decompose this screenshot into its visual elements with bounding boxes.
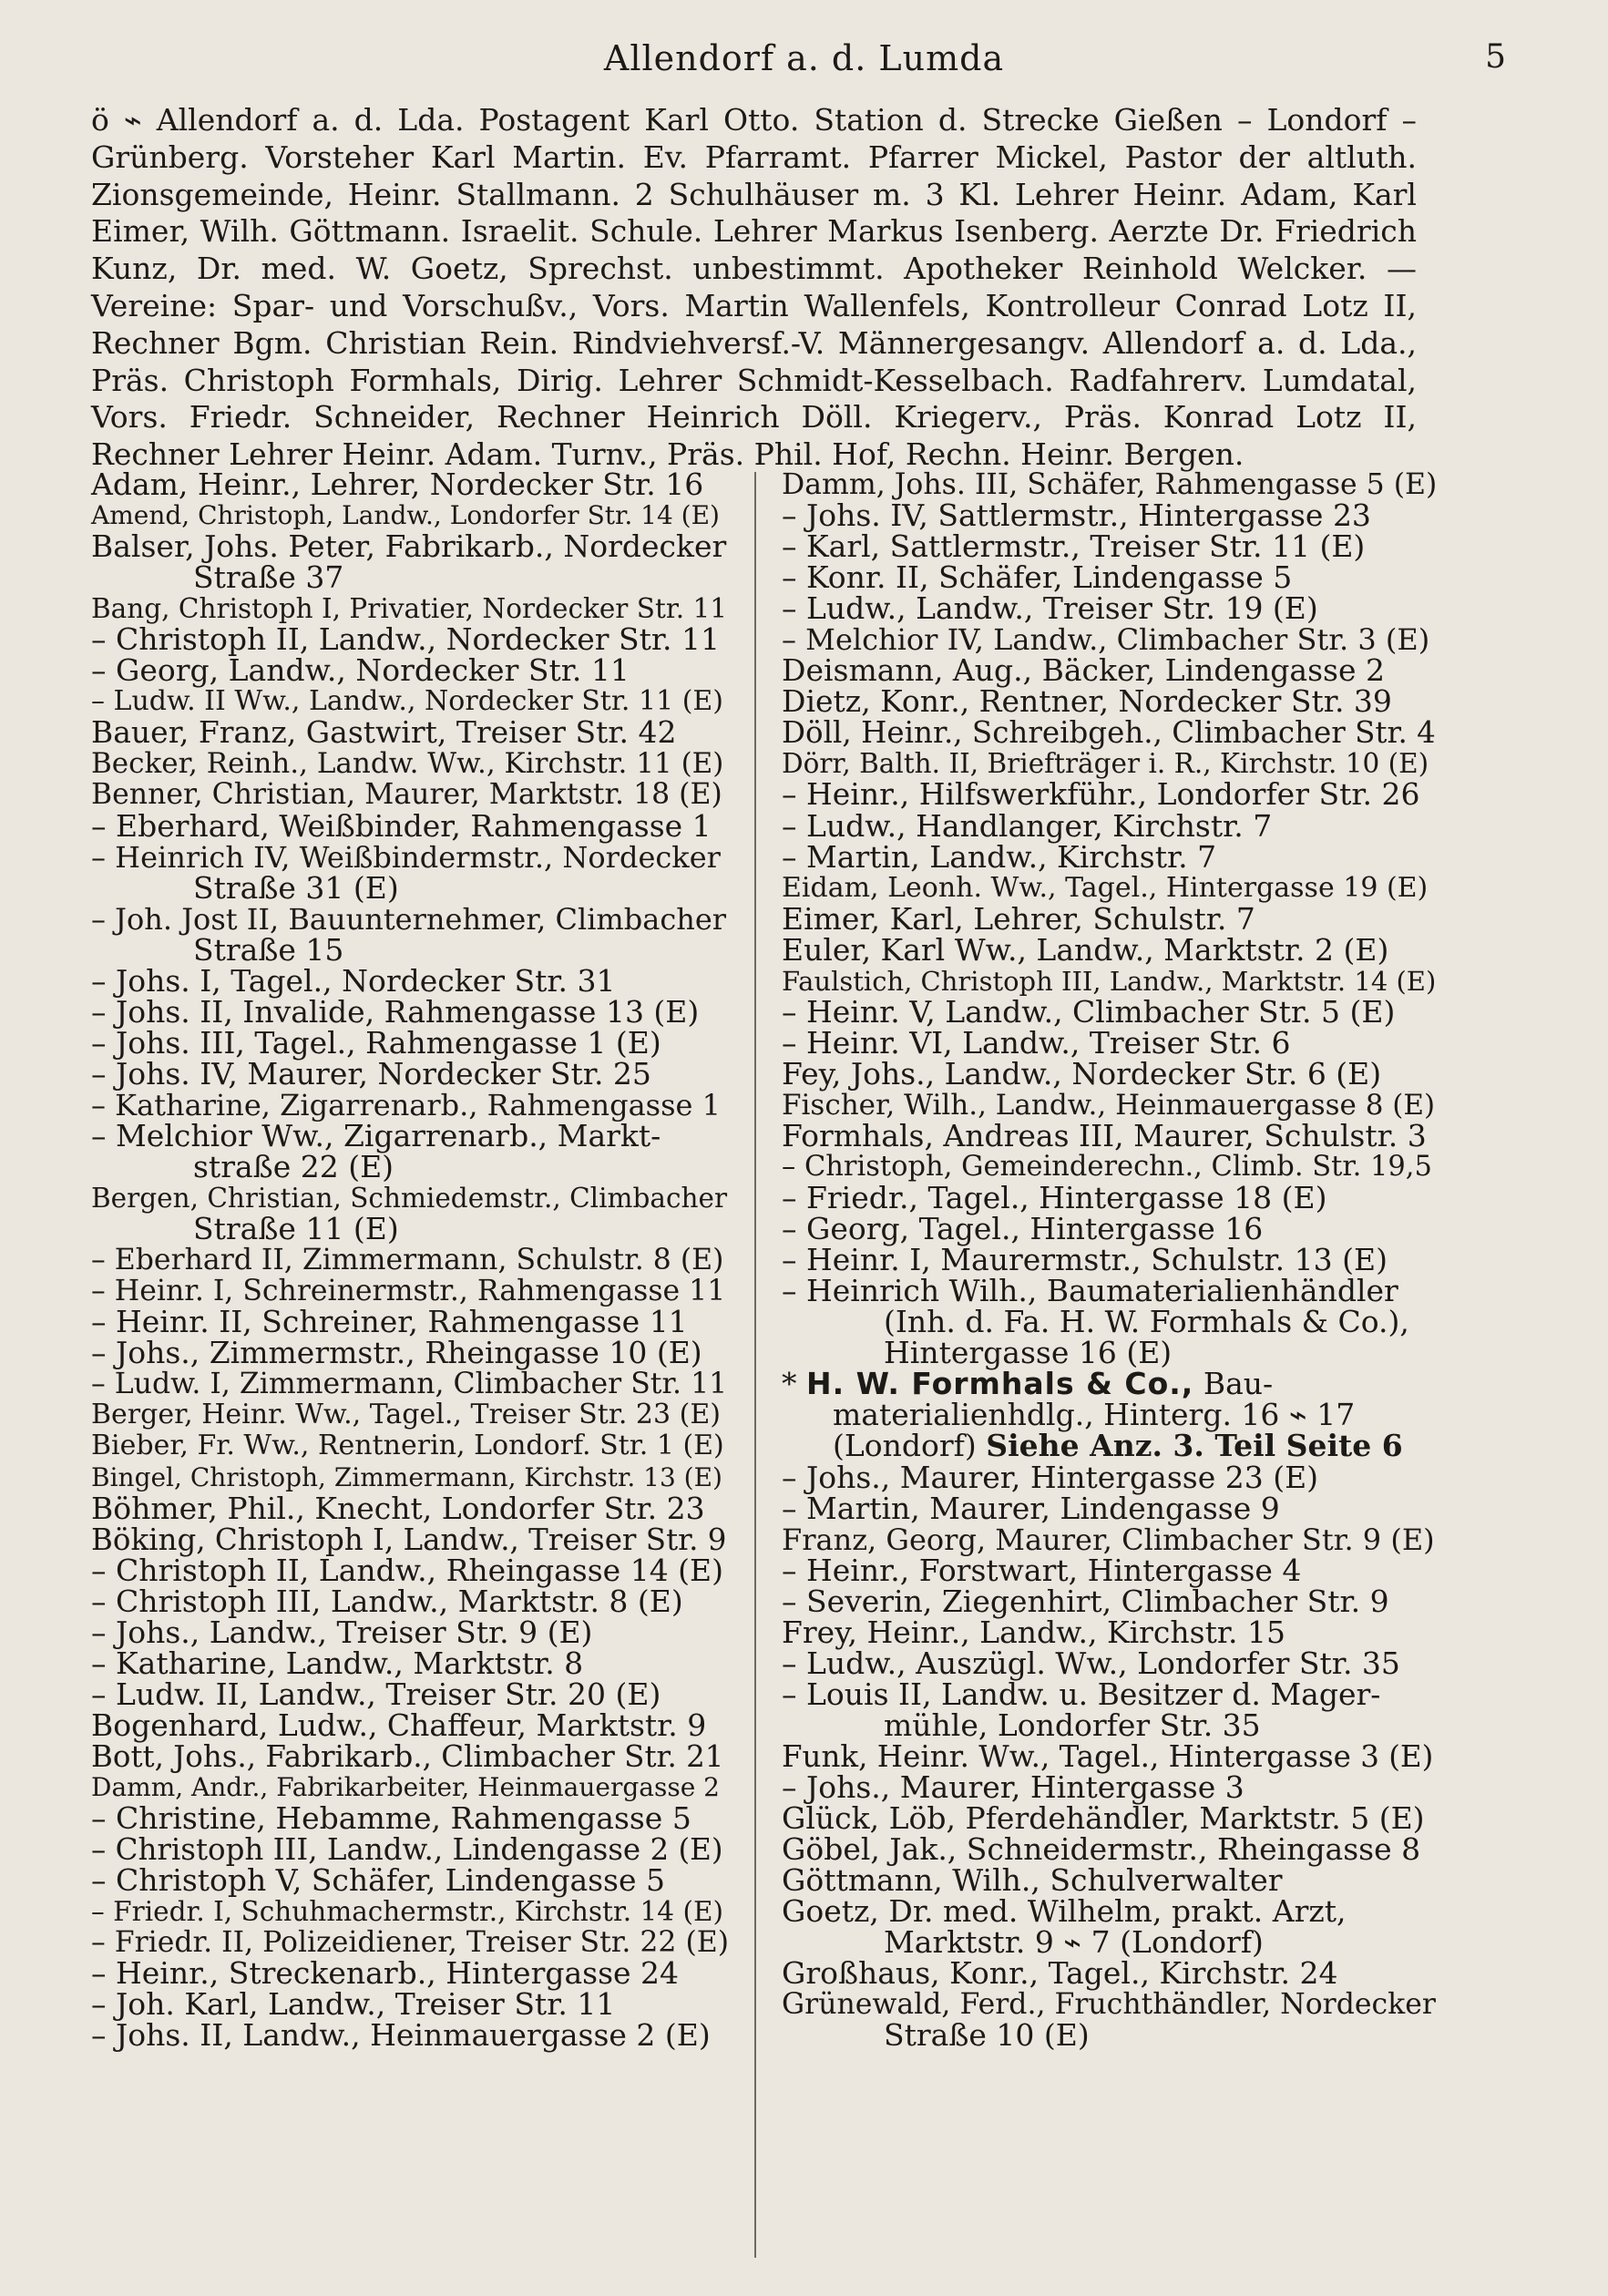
directory-entry: Glück, Löb, Pferdehändler, Marktstr. 5 (E) xyxy=(782,1800,1425,1837)
directory-entry: – Ludw. II, Landw., Treiser Str. 20 (E) xyxy=(91,1676,661,1712)
page-header xyxy=(0,38,1608,93)
directory-entry: – Eberhard II, Zimmermann, Schulstr. 8 (E) xyxy=(91,1244,724,1277)
directory-entry: – Heinr., Hilfswerkführ., Londorfer Str. 26 xyxy=(782,776,1420,813)
directory-entry: Bingel, Christoph, Zimmermann, Kirchstr. 13 (E) xyxy=(91,1461,722,1492)
directory-entry: Funk, Heinr. Ww., Tagel., Hintergasse 3 (E) xyxy=(782,1738,1434,1774)
directory-entry: Frey, Heinr., Landw., Kirchstr. 15 xyxy=(782,1614,1285,1650)
directory-entry: – Ludw., Auszügl. Ww., Londorfer Str. 35 xyxy=(782,1645,1400,1681)
directory-entry: – Johs., Maurer, Hintergasse 23 (E) xyxy=(782,1459,1319,1495)
directory-entry: Balser, Johs. Peter, Fabrikarb., Nordecker xyxy=(91,528,727,565)
directory-entry: – Ludw. II Ww., Landw., Nordecker Str. 11 (E) xyxy=(91,685,723,718)
directory-entry: Grünewald, Ferd., Fruchthändler, Nordecker xyxy=(782,1988,1436,2022)
directory-entry: – Severin, Ziegenhirt, Climbacher Str. 9 xyxy=(782,1583,1389,1619)
directory-entry: – Christine, Hebamme, Rahmengasse 5 xyxy=(91,1800,691,1837)
directory-entry: – Johs., Zimmermstr., Rheingasse 10 (E) xyxy=(91,1335,702,1371)
directory-entry: Goetz, Dr. med. Wilhelm, prakt. Arzt, xyxy=(782,1893,1347,1930)
directory-entry: – Ludw. I, Zimmermann, Climbacher Str. 11 xyxy=(91,1368,728,1401)
directory-entry: Faulstich, Christoph III, Landw., Marktstr. 14 (E) xyxy=(782,965,1437,997)
directory-entry: Fischer, Wilh., Landw., Heinmauergasse 8 (E) xyxy=(782,1088,1436,1122)
directory-entry: (Inh. d. Fa. H. W. Formhals & Co.), xyxy=(884,1304,1409,1340)
directory-entry: Straße 10 (E) xyxy=(884,2017,1090,2054)
directory-entry: – Friedr. II, Polizeidiener, Treiser Str. 22 (E) xyxy=(91,1926,730,1960)
right-column xyxy=(782,468,1438,2054)
directory-entry: – Georg, Tagel., Hintergasse 16 xyxy=(782,1211,1264,1247)
directory-entry: – Heinr. V, Landw., Climbacher Str. 5 (E) xyxy=(782,993,1396,1030)
directory-entry: – Ludw., Handlanger, Kirchstr. 7 xyxy=(782,807,1273,844)
directory-entry: – Friedr. I, Schuhmachermstr., Kirchstr. 14 (E) xyxy=(91,1896,723,1928)
directory-entry: – Heinr. II, Schreiner, Rahmengasse 11 xyxy=(91,1304,688,1340)
page-title: Allendorf a. d. Lumda xyxy=(603,38,1005,78)
directory-entry: – Christoph II, Landw., Rheingasse 14 (E) xyxy=(91,1552,724,1588)
directory-entry: – Johs. IV, Maurer, Nordecker Str. 25 xyxy=(91,1055,651,1092)
directory-entry: – Heinr. VI, Landw., Treiser Str. 6 xyxy=(782,1024,1291,1061)
directory-entry: Hintergasse 16 (E) xyxy=(884,1335,1173,1371)
directory-entry: Fey, Johs., Landw., Nordecker Str. 6 (E) xyxy=(782,1055,1382,1092)
directory-entry: – Heinrich IV, Weißbindermstr., Nordecker xyxy=(91,839,721,875)
directory-entry: – Joh. Karl, Landw., Treiser Str. 11 xyxy=(91,1986,616,2023)
directory-entry: Berger, Heinr. Ww., Tagel., Treiser Str. 23 (E) xyxy=(91,1399,721,1431)
directory-entry: straße 22 (E) xyxy=(193,1149,394,1185)
directory-entry: Amend, Christoph, Landw., Londorfer Str. 14 (E) xyxy=(91,500,720,531)
directory-entry: Straße 31 (E) xyxy=(193,869,399,906)
directory-entry: – Heinr. I, Schreinermstr., Rahmengasse 11 xyxy=(91,1275,726,1308)
ad-reference: Siehe Anz. 3. Teil Seite 6 xyxy=(986,1428,1403,1464)
ad-company-name: H. W. Formhals & Co., xyxy=(806,1366,1194,1402)
ad-text-1: Bau- xyxy=(1203,1366,1274,1402)
directory-entry: Eidam, Leonh. Ww., Tagel., Hintergasse 19 (E) xyxy=(782,871,1429,904)
intro-paragraph: ö ⌁ Allendorf a. d. Lda. Postagent Karl Otto. Station d. Strecke Gießen – Londorf – Grünberg. Vorsteher Karl Martin. Ev. Pfarramt. Pfarrer Mickel, Pastor der altluth. Zionsgemeinde, Heinr. Stallmann. 2 Schulhäuser m. 3 Kl. Lehrer Heinr. Adam, Karl Eimer, Wilh. Göttmann. Israelit. Schule. Lehrer Markus Isenberg. Aerzte Dr. Friedrich Kunz, Dr. med. W. Goetz, Sprechst. unbestimmt. Apotheker Reinhold Welcker. — Vereine: Spar- und Vorschußv., Vors. Martin Wallenfels, Kontrolleur Conrad Lotz II, Rechner Bgm. Christian Rein. Rindviehversf.-V. Männergesangv. Allendorf a. d. Lda., Präs. Christoph Formhals, Dirig. Lehrer Schmidt-Kesselbach. Radfahrerv. Lumdatal, Vors. Friedr. Schneider, Rechner Heinrich Döll. Kriegerv., Präs. Konrad Lotz II, Rechner Lehrer Heinr. Adam. Turnv., Präs. Phil. Hof, Rechn. Heinr. Bergen. xyxy=(91,102,1417,473)
directory-entry: – Christoph III, Landw., Lindengasse 2 (E) xyxy=(91,1832,723,1868)
directory-entry: – Christoph II, Landw., Nordecker Str. 11 xyxy=(91,621,721,658)
directory-entry: Göbel, Jak., Schneidermstr., Rheingasse 8 xyxy=(782,1831,1421,1868)
ad-text-2: materialienhdlg., Hinterg. 16 ⌁ 17 xyxy=(833,1397,1356,1433)
directory-entry: Eimer, Karl, Lehrer, Schulstr. 7 xyxy=(782,900,1255,937)
directory-entry: Bauer, Franz, Gastwirt, Treiser Str. 42 xyxy=(91,714,677,751)
directory-entry: – Eberhard, Weißbinder, Rahmengasse 1 xyxy=(91,807,712,844)
column-divider xyxy=(754,472,756,2258)
directory-entry: – Melchior Ww., Zigarrenarb., Markt- xyxy=(91,1117,661,1153)
directory-entry: Straße 37 xyxy=(193,559,344,596)
directory-entry: – Joh. Jost II, Bauunternehmer, Climbacher xyxy=(91,901,727,937)
directory-entry: – Christoph III, Landw., Marktstr. 8 (E) xyxy=(91,1583,683,1619)
directory-entry: – Johs. I, Tagel., Nordecker Str. 31 xyxy=(91,962,616,999)
directory-entry: Bergen, Christian, Schmiedemstr., Climbacher xyxy=(91,1183,728,1215)
directory-entry: – Friedr., Tagel., Hintergasse 18 (E) xyxy=(782,1180,1327,1216)
directory-entry: – Louis II, Landw. u. Besitzer d. Mager- xyxy=(782,1676,1381,1712)
directory-entry: Damm, Andr., Fabrikarbeiter, Heinmauergasse 2 xyxy=(91,1771,720,1802)
directory-entry: – Ludw., Landw., Treiser Str. 19 (E) xyxy=(782,590,1318,627)
directory-entry: – Katharine, Zigarrenarb., Rahmengasse 1 xyxy=(91,1087,721,1122)
directory-entry: – Konr. II, Schäfer, Lindengasse 5 xyxy=(782,559,1293,596)
page-number: 5 xyxy=(1485,38,1506,76)
directory-entry: – Johs., Landw., Treiser Str. 9 (E) xyxy=(91,1614,593,1650)
directory-entry: – Johs. II, Landw., Heinmauergasse 2 (E) xyxy=(91,2017,711,2054)
directory-entry: Formhals, Andreas III, Maurer, Schulstr. 3 xyxy=(782,1117,1427,1153)
directory-entry: Marktstr. 9 ⌁ 7 (Londorf) xyxy=(884,1924,1264,1961)
directory-entry: Straße 11 (E) xyxy=(193,1211,399,1247)
directory-entry: Franz, Georg, Maurer, Climbacher Str. 9 (E) xyxy=(782,1522,1435,1557)
directory-entry: Adam, Heinr., Lehrer, Nordecker Str. 16 xyxy=(91,466,704,502)
directory-entry: Benner, Christian, Maurer, Marktstr. 18 (E) xyxy=(91,778,722,812)
directory-entry: – Heinr., Forstwart, Hintergasse 4 xyxy=(782,1552,1302,1588)
directory-entry: Dietz, Konr., Rentner, Nordecker Str. 39 xyxy=(782,683,1392,720)
directory-entry: – Heinrich Wilh., Baumaterialienhändler xyxy=(782,1273,1398,1309)
directory-entry: – Heinr. I, Maurermstr., Schulstr. 13 (E) xyxy=(782,1242,1388,1278)
directory-entry: Straße 15 xyxy=(193,931,344,968)
directory-entry: – Christoph V, Schäfer, Lindengasse 5 xyxy=(91,1862,665,1899)
left-column xyxy=(91,466,730,2054)
directory-entry: Böhmer, Phil., Knecht, Londorfer Str. 23 xyxy=(91,1490,705,1526)
directory-entry: Bieber, Fr. Ww., Rentnerin, Londorf. Str. 1 (E) xyxy=(91,1430,724,1462)
directory-entry: – Johs. II, Invalide, Rahmengasse 13 (E) xyxy=(91,993,700,1030)
directory-entry: Bogenhard, Ludw., Chaffeur, Marktstr. 9 xyxy=(91,1707,707,1743)
ad-text-3: (Londorf) xyxy=(833,1428,977,1464)
directory-entry: – Johs. IV, Sattlermstr., Hintergasse 23 xyxy=(782,497,1371,534)
directory-entry: – Martin, Landw., Kirchstr. 7 xyxy=(782,838,1217,875)
directory-entry: – Georg, Landw., Nordecker Str. 11 xyxy=(91,652,630,689)
directory-entry: Großhaus, Konr., Tagel., Kirchstr. 24 xyxy=(782,1955,1338,1992)
directory-entry: Bott, Johs., Fabrikarb., Climbacher Str. 21 xyxy=(91,1738,724,1774)
directory-entry: Döll, Heinr., Schreibgeh., Climbacher Str. 4 xyxy=(782,715,1436,751)
advertisement-entry xyxy=(782,1366,1438,1464)
directory-entry: mühle, Londorfer Str. 35 xyxy=(884,1707,1261,1743)
directory-entry: – Johs., Maurer, Hintergasse 3 xyxy=(782,1768,1244,1805)
directory-entry: Dörr, Balth. II, Briefträger i. R., Kirchstr. 10 (E) xyxy=(782,748,1429,780)
directory-entry: – Melchior IV, Landw., Climbacher Str. 3 (E) xyxy=(782,622,1430,658)
directory-entry: Damm, Johs. III, Schäfer, Rahmengasse 5 (E) xyxy=(782,468,1438,501)
directory-entry: Göttmann, Wilh., Schulverwalter xyxy=(782,1862,1283,1899)
directory-entry: Böking, Christoph I, Landw., Treiser Str. 9 xyxy=(91,1522,727,1557)
directory-entry: Becker, Reinh., Landw. Ww., Kirchstr. 11 (E) xyxy=(91,747,724,781)
directory-entry: Euler, Karl Ww., Landw., Marktstr. 2 (E) xyxy=(782,931,1389,968)
directory-entry: – Karl, Sattlermstr., Treiser Str. 11 (E) xyxy=(782,528,1366,565)
ad-mark: * xyxy=(782,1366,797,1402)
directory-entry: – Heinr., Streckenarb., Hintergasse 24 xyxy=(91,1955,680,1992)
directory-entry: – Christoph, Gemeinderechn., Climb. Str. 19,5 xyxy=(782,1151,1432,1184)
directory-entry: Deismann, Aug., Bäcker, Lindengasse 2 xyxy=(782,652,1385,689)
directory-entry: Bang, Christoph I, Privatier, Nordecker Str. 11 xyxy=(91,593,728,625)
directory-entry: – Katharine, Landw., Marktstr. 8 xyxy=(91,1645,584,1681)
directory-entry: – Martin, Maurer, Lindengasse 9 xyxy=(782,1490,1280,1526)
directory-entry: – Johs. III, Tagel., Rahmengasse 1 (E) xyxy=(91,1024,661,1061)
